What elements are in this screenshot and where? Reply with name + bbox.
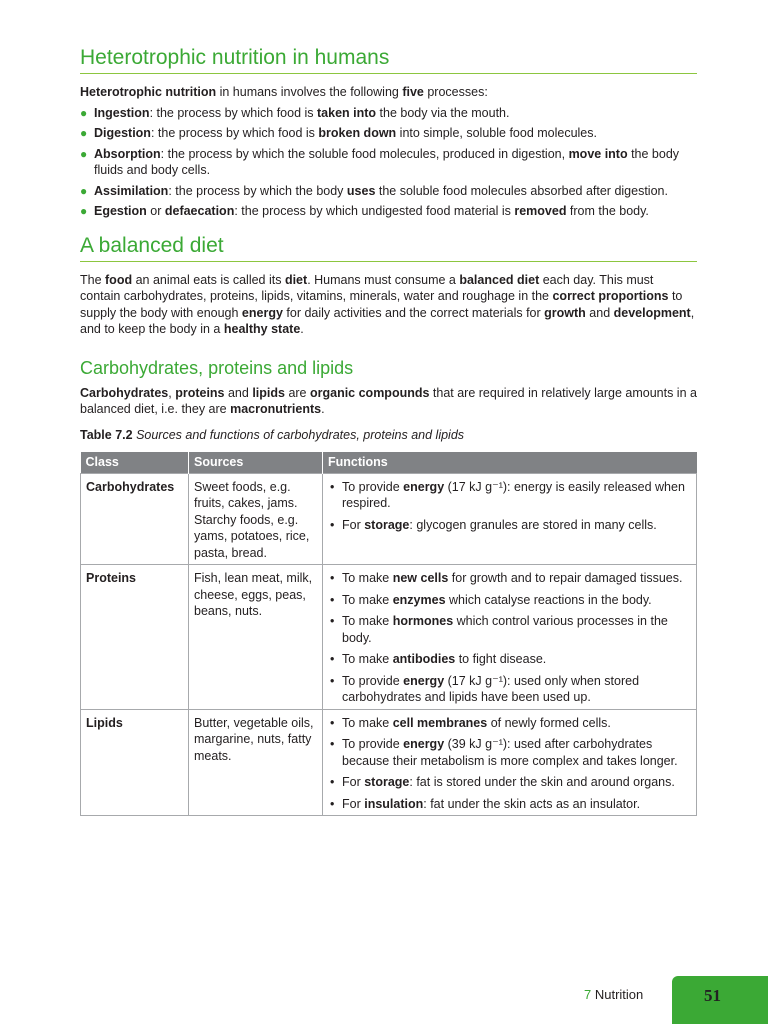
section-heading-balanced-diet: A balanced diet (80, 234, 697, 262)
table-row (81, 565, 697, 710)
chapter-name: Nutrition (591, 987, 644, 1002)
chapter-footer (584, 987, 643, 1002)
bullet-icon: ● (80, 105, 88, 120)
table-row (81, 473, 697, 565)
function-item: • To provide energy (39 kJ g⁻¹): used after carbohydrates because their metabolism is more complex and takes longer. (330, 737, 678, 768)
bullet-icon: ● (80, 183, 88, 198)
bullet-icon: ● (80, 204, 88, 218)
list-item-digestion: ● Digestion: the process by which food is broken down into simple, soluble food molecules. (80, 126, 597, 140)
function-item: • To make hormones which control various processes in the body. (330, 614, 668, 645)
cell-sources: Butter, vegetable oils, margarine, nuts, fatty meats. (189, 709, 323, 816)
list-item-absorption: ● Absorption: the process by which the soluble food molecules, produced in digestion, move into the body fluids and body cells. (80, 146, 680, 177)
table-header-row (81, 452, 697, 474)
function-item: • To make enzymes which catalyse reactions in the body. (330, 592, 652, 607)
function-item: • To make antibodies to fight disease. (330, 652, 547, 666)
balanced-diet-paragraph: The food an animal eats is called its diet. Humans must consume a balanced diet each day. This must contain carbohydrates, proteins, lipids, vitamins, minerals, water and roughage in the correct proportions to supply the body with enough energy for daily activities and the correct materials for growth and development, and to keep the body in a healthy state. (80, 272, 695, 336)
intro-paragraph: Heterotrophic nutrition in humans involves the following five processes: (80, 85, 488, 99)
subheading-macronutrients: Carbohydrates, proteins and lipids (80, 357, 354, 378)
cell-class: Carbohydrates (81, 473, 189, 565)
function-item: • For storage: glycogen granules are stored in many cells. (330, 517, 657, 532)
process-list (80, 105, 697, 220)
function-item: • To provide energy (17 kJ g⁻¹): used only when stored carbohydrates and lipids have been used up. (330, 673, 640, 704)
cell-functions (323, 709, 697, 816)
page-number-tab (672, 976, 768, 1024)
macronutrients-paragraph: Carbohydrates, proteins and lipids are organic compounds that are required in relatively large amounts in a balanced diet, i.e. they are macronutrients. (80, 385, 697, 416)
cell-class: Lipids (81, 709, 189, 816)
header-class: Class (81, 452, 189, 474)
chapter-number: 7 (584, 987, 592, 1002)
header-sources: Sources (189, 452, 323, 474)
table-caption: Table 7.2 Sources and functions of carbohydrates, proteins and lipids (80, 427, 465, 442)
function-item: • To make new cells for growth and to repair damaged tissues. (330, 571, 683, 585)
function-item: • For storage: fat is stored under the skin and around organs. (330, 775, 675, 789)
header-functions: Functions (323, 452, 697, 474)
list-item-assimilation: ● Assimilation: the process by which the body uses the soluble food molecules absorbed after digestion. (80, 183, 668, 198)
function-item: • To provide energy (17 kJ g⁻¹): energy is easily released when respired. (330, 479, 685, 510)
page-number: 51 (704, 986, 721, 1005)
list-item-ingestion: ● Ingestion: the process by which food is taken into the body via the mouth. (80, 105, 510, 120)
cell-class: Proteins (81, 565, 189, 710)
function-item: • To make cell membranes of newly formed cells. (330, 715, 611, 730)
table-row (81, 709, 697, 816)
nutrients-table (80, 452, 697, 817)
list-item-egestion: ● Egestion or defaecation: the process by which undigested food material is removed from the body. (80, 204, 649, 218)
cell-sources: Sweet foods, e.g. fruits, cakes, jams. Starchy foods, e.g. yams, potatoes, rice, pasta, bread. (189, 473, 323, 565)
bullet-icon: ● (80, 146, 88, 161)
function-item: • For insulation: fat under the skin acts as an insulator. (330, 796, 641, 811)
section-heading-heterotrophic: Heterotrophic nutrition in humans (80, 46, 697, 74)
cell-functions (323, 565, 697, 710)
cell-sources: Fish, lean meat, milk, cheese, eggs, peas, beans, nuts. (189, 565, 323, 710)
cell-functions (323, 473, 697, 565)
bullet-icon: ● (80, 126, 88, 140)
